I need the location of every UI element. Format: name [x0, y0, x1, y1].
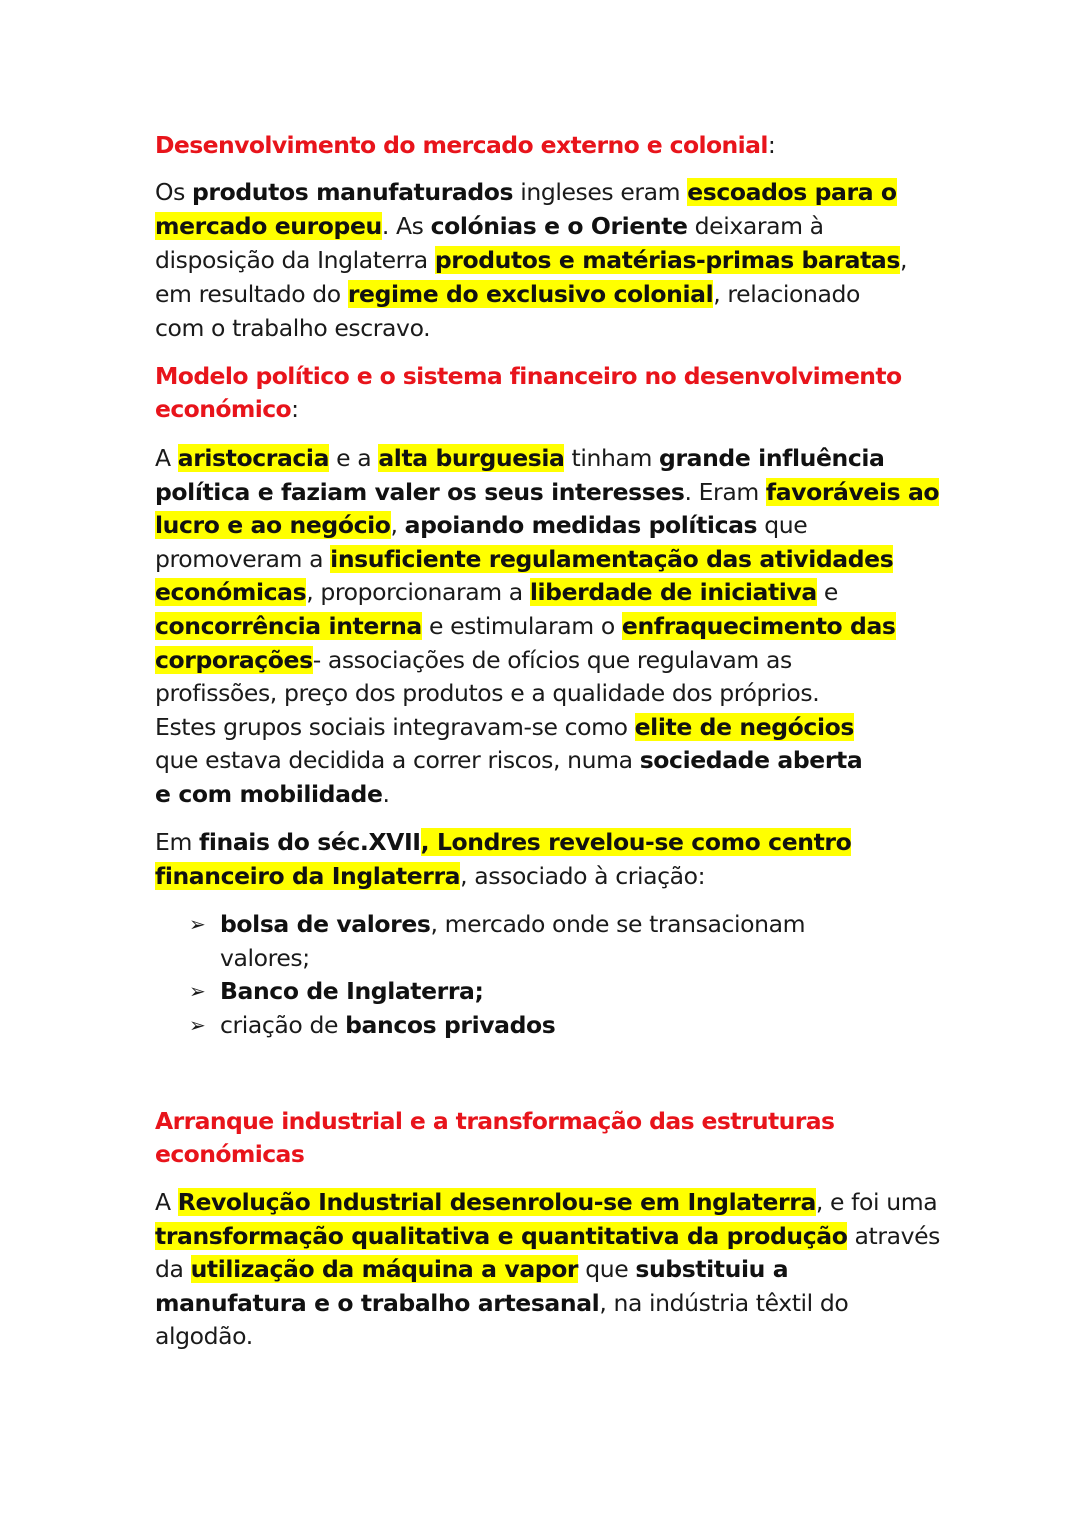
text-line: [155, 745, 862, 775]
bold-text: finais do séc.XVII: [199, 828, 421, 856]
text-run: , relacionado: [713, 280, 860, 308]
text-run: A: [155, 1188, 178, 1216]
text-run: que estava decidida a correr riscos, numa: [155, 746, 640, 775]
bold-text: grande influência: [659, 444, 885, 472]
text-run: em resultado do: [155, 280, 348, 308]
highlighted-text: produtos e matérias-primas baratas: [434, 246, 900, 274]
text-line: [155, 477, 939, 507]
text-line: [155, 861, 705, 891]
text-run: com o trabalho escravo.: [155, 314, 431, 342]
highlighted-text: elite de negócios: [634, 712, 854, 741]
section-heading-market: Desenvolvimento do mercado externo e colonial:: [155, 131, 776, 159]
text-run: e estimularam o: [421, 612, 622, 640]
text-line: [155, 313, 430, 343]
bold-text: sociedade aberta: [639, 746, 863, 775]
text-line: [155, 1321, 253, 1351]
text-run: e: [816, 578, 838, 607]
highlighted-text: enfraquecimento das: [621, 612, 896, 640]
bold-text: apoiando medidas políticas: [404, 511, 758, 540]
text-run: criação de: [220, 1010, 346, 1039]
highlighted-text: financeiro da Inglaterra: [155, 862, 461, 890]
text-line: [155, 1254, 788, 1284]
text-line: [155, 712, 854, 742]
bold-text: produtos manufaturados: [192, 178, 514, 206]
bold-text: política e faziam valer os seus interesses: [155, 477, 685, 506]
text-run: profissões, preço dos produtos e a qualidade dos próprios.: [155, 679, 820, 708]
highlighted-text: Revolução Industrial desenrolou-se em Inglaterra: [177, 1188, 816, 1216]
list-item: [220, 943, 310, 973]
text-line: [155, 544, 893, 574]
highlighted-text: lucro e ao negócio: [155, 511, 391, 540]
section-heading-political-model-line2: económico:: [155, 395, 299, 423]
text-run: deixaram à: [687, 212, 824, 240]
text-run: Estes grupos sociais integravam-se como: [155, 712, 635, 741]
highlighted-text: económicas: [155, 578, 307, 607]
section-heading-industrial-line2: económicas: [155, 1140, 305, 1168]
text-line: [155, 827, 851, 857]
bold-text: e com mobilidade: [155, 780, 383, 808]
text-run: da: [155, 1255, 191, 1284]
text-run: Em: [155, 828, 200, 856]
text-run: Os: [155, 178, 193, 206]
highlighted-text: concorrência interna: [155, 612, 422, 640]
text-run: valores;: [220, 943, 310, 972]
highlighted-text: alta burguesia: [378, 444, 565, 472]
text-line: [155, 279, 860, 309]
highlighted-text: utilização da máquina a vapor: [190, 1255, 579, 1284]
bold-text: substituiu a: [635, 1255, 789, 1284]
highlighted-text: insuficiente regulamentação das atividades: [330, 544, 894, 573]
text-line: [155, 779, 390, 809]
arrow-bullet-icon: ➢: [189, 979, 206, 1003]
text-line: [155, 1288, 848, 1318]
list-item: [220, 1010, 555, 1040]
text-run: , na indústria têxtil do: [599, 1288, 849, 1317]
bold-text: bolsa de valores: [220, 910, 431, 938]
text-run: , e foi uma: [815, 1188, 938, 1216]
bold-text: colónias e o Oriente: [430, 212, 688, 240]
highlighted-text: corporações: [155, 645, 313, 674]
text-run: ,: [390, 511, 405, 540]
highlighted-text: mercado europeu: [155, 212, 382, 240]
text-line: [155, 211, 824, 241]
highlighted-text: escoados para o: [687, 178, 897, 206]
section-heading-political-model: Modelo político e o sistema financeiro no desenvolvimento: [155, 362, 902, 390]
text-run: ,: [899, 246, 908, 274]
text-line: [155, 1221, 940, 1251]
highlighted-text: liberdade de iniciativa: [529, 578, 817, 607]
arrow-bullet-icon: ➢: [189, 912, 206, 936]
text-run: . As: [381, 212, 431, 240]
list-item: [220, 909, 805, 939]
text-line: [155, 443, 884, 473]
text-line: [155, 245, 907, 275]
highlighted-text: favoráveis ao: [765, 477, 940, 506]
text-run: , associado à criação:: [460, 862, 706, 890]
text-run: . Eram: [684, 477, 766, 506]
text-run: que: [578, 1255, 636, 1284]
text-line: [155, 577, 838, 607]
text-line: [155, 645, 792, 675]
highlighted-text: transformação qualitativa e quantitativa da produção: [155, 1221, 848, 1250]
text-line: [155, 510, 807, 540]
text-line: [155, 678, 819, 708]
highlighted-text: regime do exclusivo colonial: [347, 280, 714, 308]
arrow-bullet-icon: ➢: [189, 1012, 206, 1037]
highlighted-text: aristocracia: [177, 444, 330, 472]
text-line: [155, 177, 897, 207]
text-run: através: [847, 1221, 941, 1250]
bold-text: Banco de Inglaterra;: [220, 977, 484, 1005]
text-run: que: [757, 511, 808, 540]
highlighted-text: , Londres revelou-se como centro: [420, 828, 852, 856]
text-run: ingleses eram: [513, 178, 688, 206]
section-heading-industrial: Arranque industrial e a transformação das estruturas: [155, 1107, 835, 1135]
text-run: tinham: [564, 444, 660, 472]
text-run: e a: [329, 444, 379, 472]
text-run: promoveram a: [155, 544, 331, 573]
bold-text: manufatura e o trabalho artesanal: [155, 1288, 600, 1317]
text-run: algodão.: [155, 1322, 253, 1351]
list-item: [220, 976, 484, 1006]
bold-text: bancos privados: [345, 1010, 556, 1039]
text-run: disposição da Inglaterra: [155, 246, 435, 274]
text-run: .: [382, 780, 390, 808]
text-run: - associações de ofícios que regulavam as: [312, 645, 792, 674]
text-run: , mercado onde se transacionam: [430, 910, 806, 938]
text-line: [155, 611, 896, 641]
text-run: A: [155, 444, 178, 472]
text-run: , proporcionaram a: [306, 578, 530, 607]
text-line: [155, 1187, 937, 1217]
